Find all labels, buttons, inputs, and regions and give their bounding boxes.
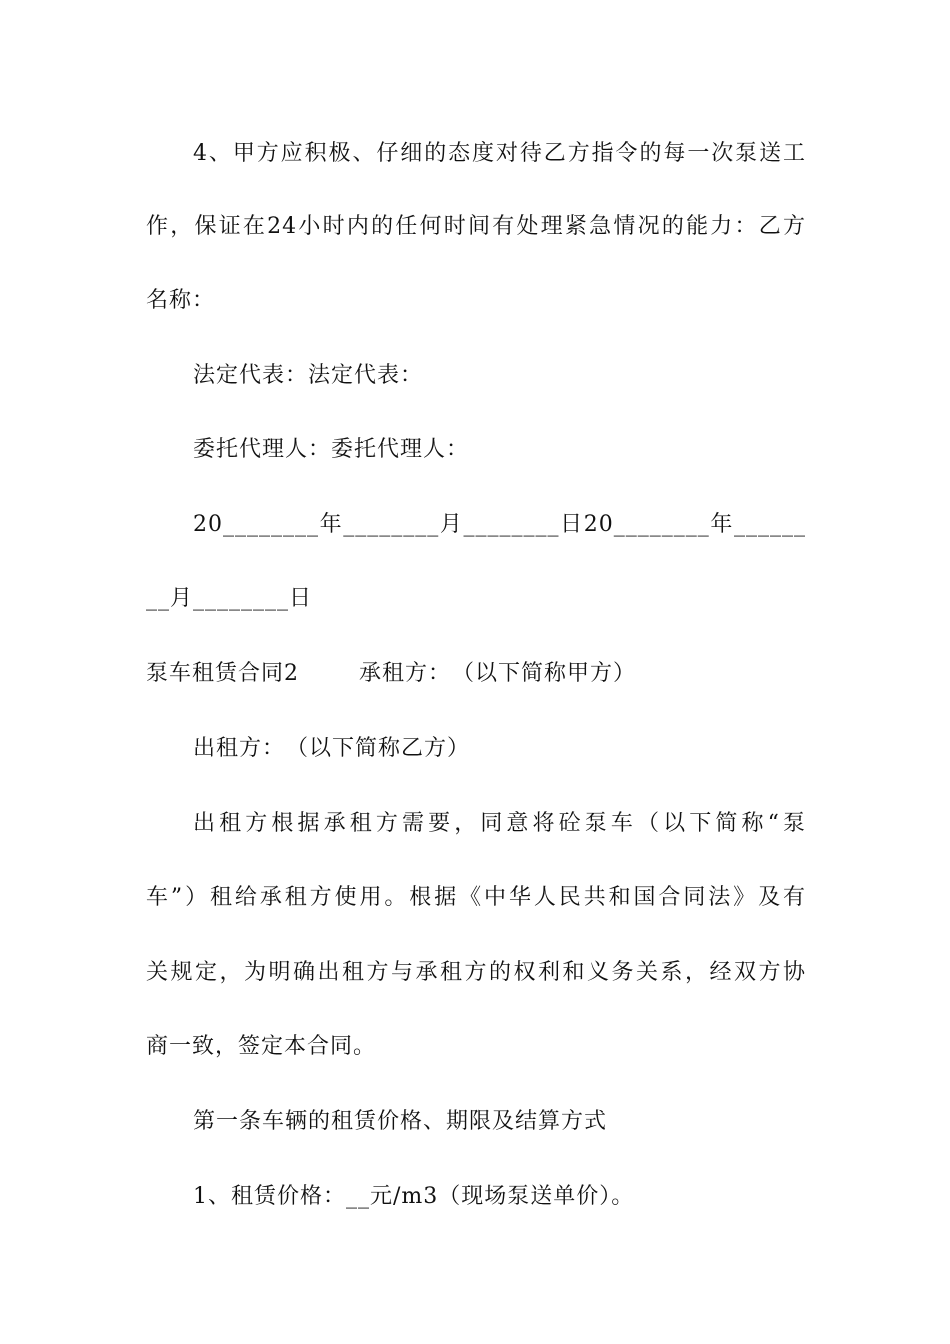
date-line-1: 20________年________月________日20________年______: [193, 512, 806, 537]
legal-representative-line: 法定代表：法定代表：: [193, 363, 424, 388]
paragraph-2-line-1: 出租方根据承租方需要，同意将砼泵车（以下简称“泵: [193, 811, 806, 836]
authorized-agent-line: 委托代理人：委托代理人：: [193, 437, 470, 462]
article-1-item-1: 1、租赁价格：__元/m3（现场泵送单价）。: [193, 1184, 635, 1209]
lessor-line: 出租方： （以下简称乙方）: [193, 736, 471, 761]
date-line-2: __月________日: [146, 586, 313, 611]
contract-2-heading-line: [146, 659, 636, 689]
contract-2-title: 泵车租赁合同2: [146, 661, 299, 686]
paragraph-1-line-1: 4、甲方应积极、仔细的态度对待乙方指令的每一次泵送工: [193, 141, 806, 166]
paragraph-2-line-2: 车”）租给承租方使用。根据《中华人民共和国合同法》及有: [146, 885, 806, 910]
paragraph-1-line-2: 作，保证在24小时内的任何时间有处理紧急情况的能力：乙方: [146, 214, 806, 239]
paragraph-1-line-3: 名称：: [146, 288, 216, 313]
paragraph-2-line-4: 商一致，签定本合同。: [146, 1034, 377, 1059]
article-1-heading: 第一条车辆的租赁价格、期限及结算方式: [193, 1109, 608, 1134]
paragraph-2-line-3: 关规定，为明确出租方与承租方的权利和义务关系，经双方协: [146, 960, 806, 985]
lessee-line: 承租方： （以下简称甲方）: [359, 661, 637, 686]
